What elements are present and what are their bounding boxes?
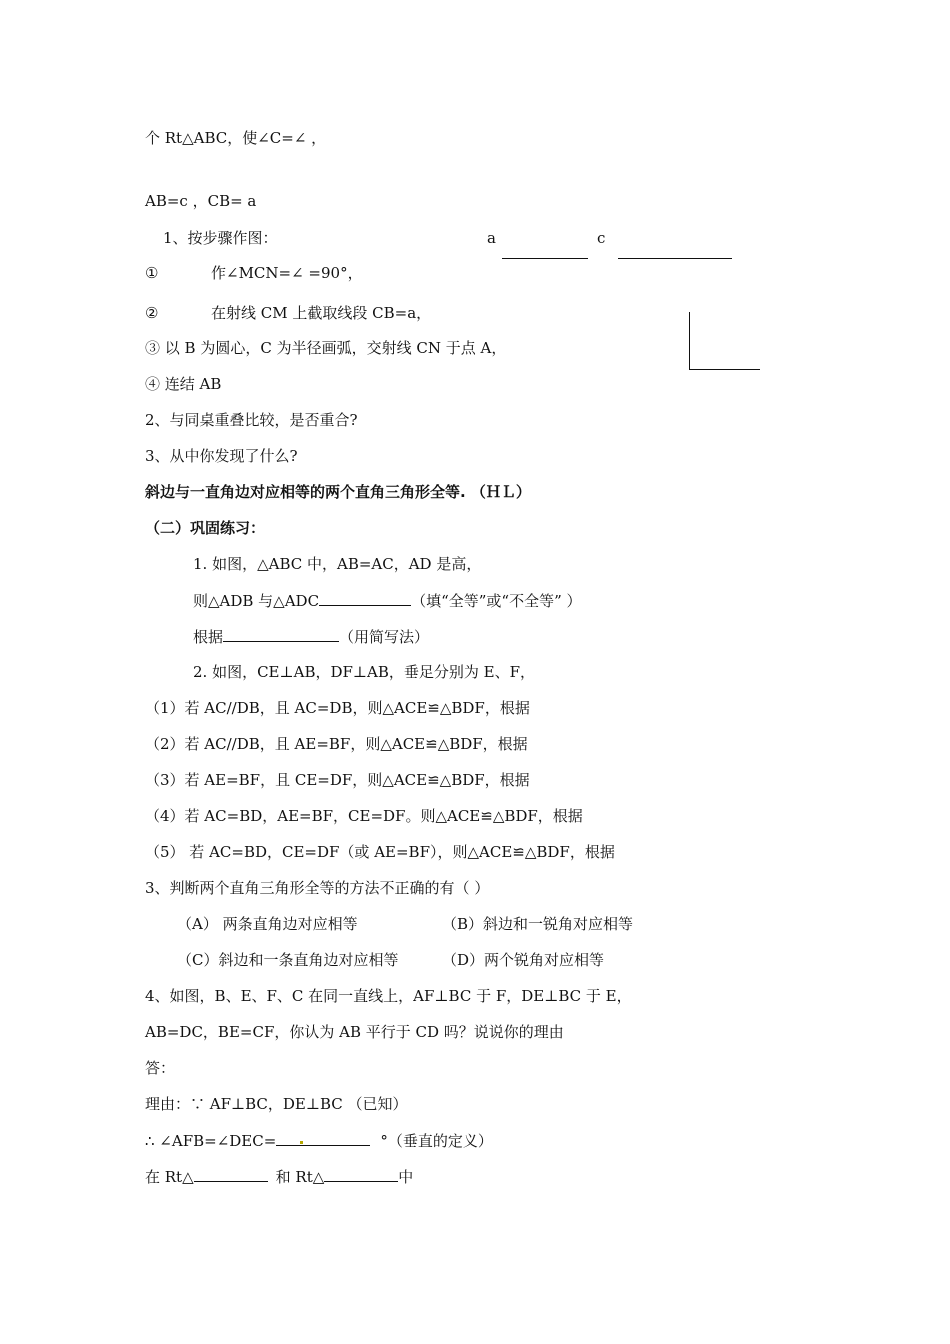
exercise-1-fill-suffix: （填“全等”或“不全等” ） bbox=[411, 592, 582, 610]
step4-text: ④ 连结 AB bbox=[145, 375, 222, 393]
step1-text: 作∠MCN=∠ =90°， bbox=[211, 264, 363, 282]
exercise-2-item-5: （5） 若 AC=BD，CE=DF（或 AE=BF），则△ACE≌△BDF，根据 bbox=[145, 843, 615, 861]
reason-line: 理由：∵ AF⊥BC，DE⊥BC （已知） bbox=[145, 1095, 408, 1113]
in-rt-suffix: 中 bbox=[398, 1168, 414, 1186]
label-c: c bbox=[597, 229, 606, 247]
exercise-2-item-1: （1）若 AC//DB，且 AC=DB，则△ACE≌△BDF，根据 bbox=[145, 699, 530, 717]
step-title: 1、按步骤作图： bbox=[163, 229, 278, 247]
exercise-1-reason-suffix: （用简写法） bbox=[339, 628, 430, 646]
right-angle-vertical bbox=[689, 312, 690, 370]
exercise-1-fill-prefix: 则△ADB 与△ADC bbox=[193, 592, 320, 610]
question-3: 3、从中你发现了什么? bbox=[145, 447, 298, 465]
step2-number: ② bbox=[145, 304, 159, 322]
answer-blank bbox=[324, 1166, 398, 1182]
option-d: （D）两个锐角对应相等 bbox=[442, 951, 605, 969]
segment-c bbox=[618, 258, 732, 259]
segment-a bbox=[502, 258, 588, 259]
answer-blank bbox=[223, 626, 339, 642]
answer-label: 答： bbox=[145, 1059, 176, 1077]
question-4-line-1: 4、如图，B、E、F、C 在同一直线上，AF⊥BC 于 F，DE⊥BC 于 E， bbox=[145, 987, 632, 1005]
section-practice: （二）巩固练习： bbox=[145, 519, 266, 537]
exercise-1-fill bbox=[193, 590, 582, 611]
answer-blank bbox=[276, 1130, 370, 1146]
in-rt-prefix: 在 Rt△ bbox=[145, 1168, 194, 1186]
answer-blank bbox=[319, 590, 411, 606]
right-angle-horizontal bbox=[689, 369, 760, 370]
exercise-2: 2. 如图，CE⊥AB，DF⊥AB，垂足分别为 E、F， bbox=[193, 663, 535, 681]
label-a: a bbox=[487, 229, 496, 247]
therefore-suffix: °（垂直的定义） bbox=[380, 1132, 493, 1150]
therefore-prefix: ∴ ∠AFB=∠DEC= bbox=[145, 1132, 277, 1150]
step3-text: ③ 以 B 为圆心，C 为半径画弧，交射线 CN 于点 A， bbox=[145, 339, 507, 357]
question-4-line-2: AB=DC，BE=CF，你认为 AB 平行于 CD 吗？说说你的理由 bbox=[145, 1023, 564, 1041]
theorem-hl: 斜边与一直角边对应相等的两个直角三角形全等. （ＨＬ） bbox=[145, 483, 531, 501]
option-b: （B）斜边和一锐角对应相等 bbox=[442, 915, 634, 933]
exercise-2-item-2: （2）若 AC//DB，且 AE=BF，则△ACE≌△BDF，根据 bbox=[145, 735, 528, 753]
line-given-sides: AB=c ，CB= a bbox=[145, 192, 257, 210]
in-rt-middle: 和 Rt△ bbox=[275, 1168, 325, 1186]
in-rt-triangles-line bbox=[145, 1166, 413, 1187]
exercise-2-item-3: （3）若 AE=BF，且 CE=DF，则△ACE≌△BDF，根据 bbox=[145, 771, 530, 789]
step2-text: 在射线 CM 上截取线段 CB=a， bbox=[211, 304, 432, 322]
line-construct-intro: 个 Rt△ABC，使∠C=∠ ， bbox=[145, 129, 327, 147]
therefore-line bbox=[145, 1130, 493, 1151]
option-c: （C）斜边和一条直角边对应相等 bbox=[177, 951, 399, 969]
stray-mark bbox=[300, 1141, 303, 1144]
question-2: 2、与同桌重叠比较，是否重合? bbox=[145, 411, 358, 429]
option-a: （A） 两条直角边对应相等 bbox=[177, 915, 358, 933]
question-3b: 3、判断两个直角三角形全等的方法不正确的有（ ） bbox=[145, 879, 490, 897]
step1-number: ① bbox=[145, 264, 159, 282]
exercise-2-item-4: （4）若 AC=BD，AE=BF，CE=DF。则△ACE≌△BDF，根据 bbox=[145, 807, 583, 825]
exercise-1-reason bbox=[193, 626, 429, 647]
exercise-1-reason-prefix: 根据 bbox=[193, 628, 224, 646]
answer-blank bbox=[194, 1166, 268, 1182]
exercise-1: 1. 如图，△ABC 中，AB=AC，AD 是高， bbox=[193, 555, 482, 573]
